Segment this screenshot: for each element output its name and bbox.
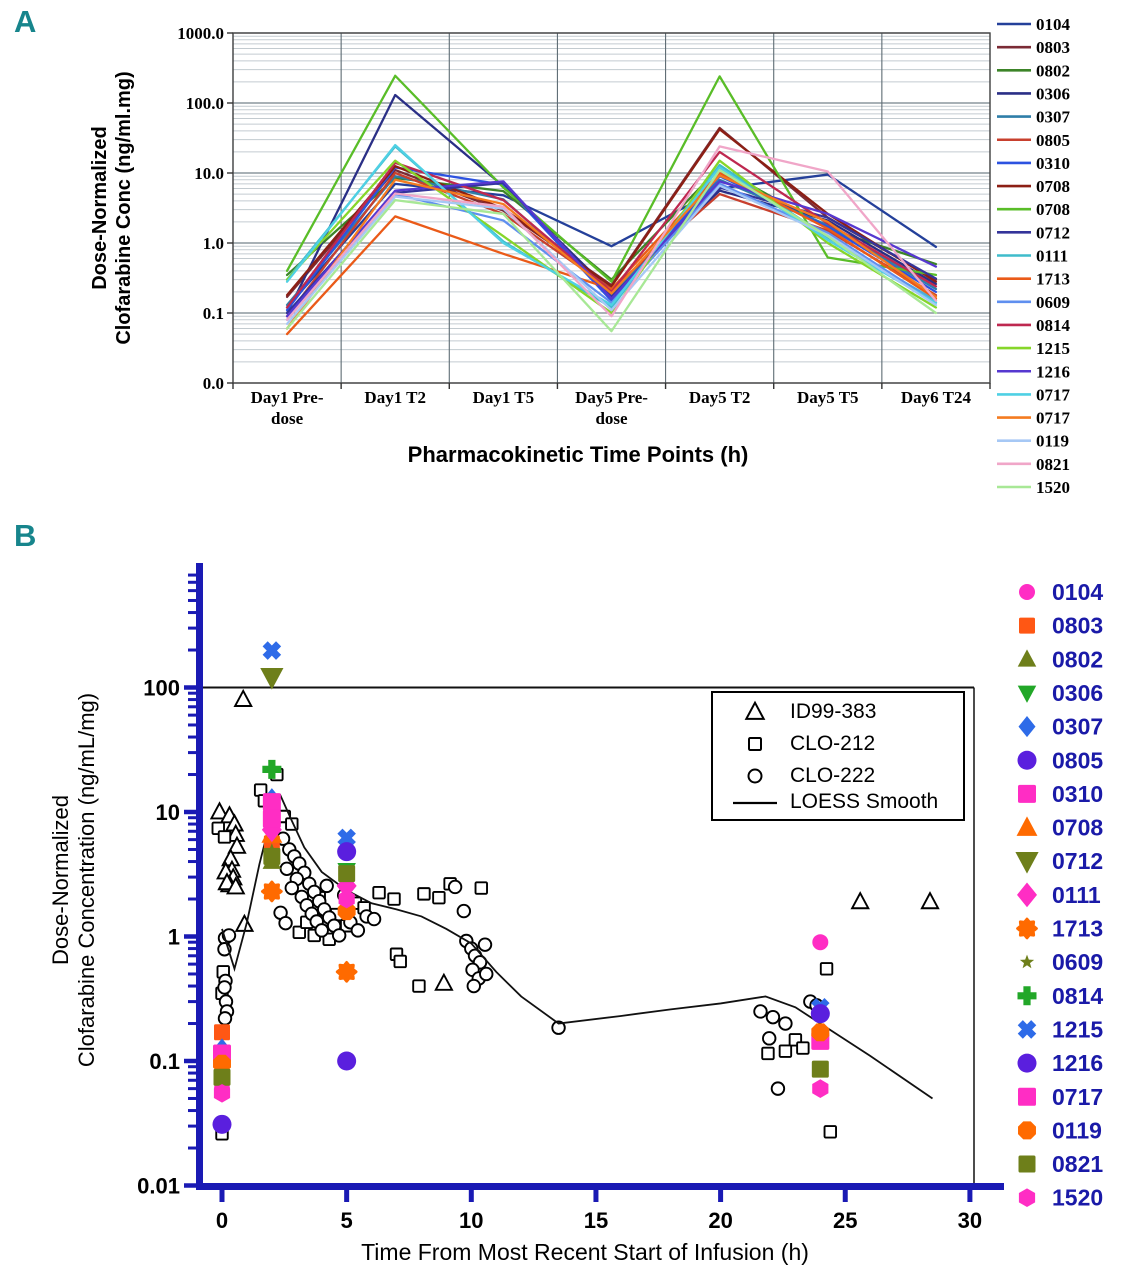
patient-series-0104: [214, 803, 828, 1097]
svg-text:0.0: 0.0: [202, 374, 224, 393]
svg-text:15: 15: [583, 1208, 609, 1233]
svg-text:Day1 Pre-: Day1 Pre-: [250, 388, 324, 407]
legend-item-0119-18: [997, 432, 1069, 451]
panel-b-x-axis: [196, 1183, 1004, 1233]
svg-text:dose: dose: [595, 409, 628, 428]
svg-text:0717: 0717: [1036, 385, 1070, 405]
panel-a-series: [287, 76, 936, 334]
patient-legend-item-0708: [1017, 815, 1104, 841]
svg-text:0104: 0104: [1036, 15, 1070, 34]
legend-item-0821-19: [997, 455, 1070, 474]
legend-item-0814-13: [997, 316, 1071, 335]
legend-item-0708-7: [997, 177, 1070, 196]
svg-text:1000.0: 1000.0: [177, 24, 224, 43]
patient-legend-item-0717: [1018, 1084, 1103, 1110]
panel-b-chart: [48, 563, 1103, 1265]
panel-b-label: B: [14, 518, 37, 553]
legend-item-0609-12: [997, 293, 1070, 312]
legend-item-0717-16: [997, 385, 1071, 404]
panel-a-y-axis: [177, 24, 233, 393]
legend-item-1713-11: [997, 270, 1070, 289]
svg-text:1520: 1520: [1052, 1184, 1104, 1211]
svg-text:CLO-222: CLO-222: [790, 764, 876, 787]
svg-text:CLO-212: CLO-212: [790, 732, 876, 755]
patient-legend-item-0609: [1020, 949, 1103, 975]
legend-item-0717-17: [997, 409, 1071, 428]
svg-text:1216: 1216: [1052, 1050, 1104, 1077]
svg-text:1216: 1216: [1036, 362, 1070, 382]
svg-text:1713: 1713: [1036, 269, 1070, 289]
svg-text:0814: 0814: [1036, 315, 1070, 335]
legend-item-0310-6: [997, 154, 1070, 173]
legend-item-0803-1: [997, 38, 1070, 57]
svg-text:0805: 0805: [1052, 747, 1104, 774]
open-series-CLO-212: [213, 769, 837, 1140]
svg-text:0708: 0708: [1036, 177, 1070, 197]
svg-text:0805: 0805: [1036, 130, 1070, 150]
patient-legend-item-1713: [1018, 916, 1104, 942]
patient-legend-item-0821: [1019, 1151, 1104, 1177]
svg-text:0104: 0104: [1052, 579, 1104, 605]
panel-a-chart: [89, 15, 1071, 497]
svg-text:Pharmacokinetic Time Points (h: Pharmacokinetic Time Points (h): [407, 442, 749, 467]
patient-series-0310: [263, 793, 281, 811]
patient-legend-item-0119: [1018, 1117, 1102, 1143]
patient-series-1216: [337, 842, 830, 1023]
panel-a-x-axis: [233, 383, 990, 428]
patient-legend-item-0712: [1015, 848, 1103, 874]
panel-a-x-title: [408, 442, 749, 467]
legend-item-0805-5: [997, 131, 1070, 150]
svg-text:10: 10: [459, 1208, 484, 1233]
svg-text:1713: 1713: [1052, 915, 1104, 942]
svg-text:0307: 0307: [1036, 107, 1070, 127]
patient-series-0712: [260, 668, 283, 690]
svg-text:0.01: 0.01: [137, 1173, 180, 1199]
svg-text:Time From Most Recent Start of: Time From Most Recent Start of Infusion (h): [361, 1239, 809, 1265]
svg-text:Dose-Normalized: Dose-Normalized: [89, 126, 111, 290]
legend-item-0708-8: [997, 200, 1070, 219]
svg-text:0111: 0111: [1052, 881, 1101, 908]
patient-legend-item-1216: [1018, 1050, 1104, 1076]
svg-text:0306: 0306: [1052, 679, 1104, 706]
svg-text:Day5 Pre-: Day5 Pre-: [575, 388, 648, 407]
svg-text:0.1: 0.1: [149, 1049, 180, 1074]
svg-text:0802: 0802: [1036, 61, 1070, 81]
panel-b-y-title: [48, 693, 99, 1067]
patient-legend-item-1215: [1014, 1016, 1104, 1043]
legend-item-1215-14: [997, 339, 1070, 358]
svg-text:Day1 T5: Day1 T5: [472, 388, 535, 407]
panel-b-patient-legend: [1014, 579, 1104, 1211]
svg-text:100: 100: [143, 675, 180, 701]
legend-item-0306-3: [997, 84, 1070, 103]
legend-item-0712-9: [997, 223, 1070, 242]
panel-b-study-legend: [712, 692, 964, 820]
legend-item-0307-4: [997, 108, 1071, 127]
svg-text:dose: dose: [271, 409, 304, 428]
svg-text:0: 0: [215, 1208, 229, 1233]
panel-b-y-axis: [137, 563, 203, 1199]
svg-text:0717: 0717: [1036, 408, 1070, 428]
panel-b-x-title: [361, 1239, 809, 1265]
panel-a-label: A: [14, 4, 37, 39]
svg-text:0803: 0803: [1036, 38, 1070, 58]
svg-text:Clofarabine Concentration (ng/: Clofarabine Concentration (ng/mL/mg): [74, 692, 99, 1068]
svg-text:LOESS Smooth: LOESS Smooth: [790, 790, 939, 813]
svg-text:0119: 0119: [1052, 1117, 1102, 1144]
svg-text:0712: 0712: [1036, 223, 1070, 243]
svg-text:5: 5: [340, 1208, 353, 1233]
svg-text:1215: 1215: [1036, 339, 1070, 359]
legend-item-0104-0: [997, 15, 1071, 34]
legend-item-1216-15: [997, 362, 1070, 381]
svg-text:Day6 T24: Day6 T24: [900, 388, 971, 407]
patient-legend-item-0803: [1019, 613, 1103, 639]
svg-text:1: 1: [167, 924, 180, 950]
svg-text:Day5 T5: Day5 T5: [797, 388, 859, 407]
svg-text:20: 20: [708, 1208, 733, 1233]
svg-text:0708: 0708: [1052, 814, 1104, 841]
svg-text:0814: 0814: [1052, 982, 1104, 1009]
legend-item-1520-20: [997, 478, 1070, 497]
patient-legend-item-0814: [1018, 983, 1104, 1009]
svg-text:0803: 0803: [1052, 612, 1104, 639]
svg-text:30: 30: [957, 1208, 983, 1233]
svg-text:Day5 T2: Day5 T2: [688, 388, 751, 407]
patient-legend-item-0307: [1019, 714, 1104, 740]
patient-series-0805: [213, 1052, 357, 1134]
panel-a-legend: [997, 15, 1071, 497]
patient-legend-item-0802: [1018, 646, 1103, 672]
svg-text:1.0: 1.0: [202, 234, 224, 253]
svg-text:0119: 0119: [1036, 431, 1070, 451]
svg-text:10: 10: [155, 800, 180, 825]
patient-legend-item-0310: [1018, 781, 1103, 807]
svg-text:0821: 0821: [1052, 1151, 1104, 1178]
patient-legend-item-0104: [1019, 579, 1103, 605]
svg-text:25: 25: [833, 1208, 858, 1233]
svg-text:Dose-Normalized: Dose-Normalized: [48, 795, 73, 965]
patient-legend-item-0805: [1018, 747, 1104, 773]
svg-text:0.1: 0.1: [202, 304, 224, 323]
svg-text:Day1 T2: Day1 T2: [364, 388, 426, 407]
svg-text:Clofarabine Conc (ng/ml.mg): Clofarabine Conc (ng/ml.mg): [113, 71, 135, 345]
svg-text:0609: 0609: [1036, 292, 1070, 312]
patient-legend-item-1520: [1019, 1185, 1103, 1211]
svg-text:1215: 1215: [1052, 1016, 1104, 1043]
panel-a-y-title: [89, 71, 135, 344]
svg-text:0717: 0717: [1052, 1083, 1104, 1110]
legend-item-0802-2: [997, 61, 1070, 80]
open-series-CLO-222: [218, 832, 823, 1094]
patient-legend-item-0111: [1017, 882, 1101, 908]
svg-text:0310: 0310: [1052, 780, 1104, 807]
svg-text:0111: 0111: [1036, 246, 1069, 266]
svg-text:1520: 1520: [1036, 478, 1070, 497]
svg-text:0310: 0310: [1036, 153, 1070, 173]
svg-text:10.0: 10.0: [194, 164, 224, 183]
svg-text:0306: 0306: [1036, 84, 1070, 104]
svg-text:0712: 0712: [1052, 848, 1104, 875]
svg-text:0307: 0307: [1052, 713, 1104, 740]
svg-text:ID99-383: ID99-383: [790, 700, 877, 723]
svg-text:0821: 0821: [1036, 454, 1070, 474]
svg-text:100.0: 100.0: [185, 94, 224, 113]
svg-text:0609: 0609: [1052, 949, 1104, 976]
svg-text:0708: 0708: [1036, 200, 1070, 220]
svg-text:0802: 0802: [1052, 646, 1104, 673]
legend-item-0111-10: [997, 247, 1068, 266]
patient-legend-item-0306: [1018, 680, 1103, 706]
